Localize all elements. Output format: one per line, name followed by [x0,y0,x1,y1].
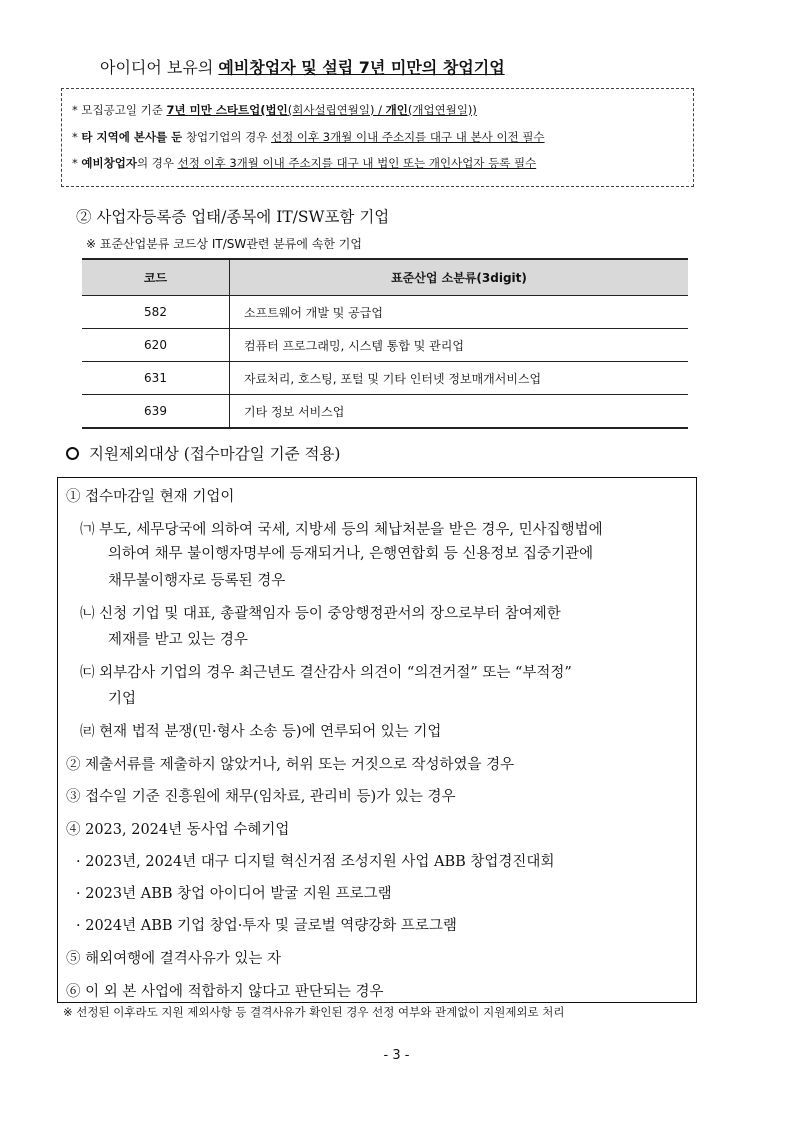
criteria-item: ④ 2023, 2024년 동사업 수혜기업 [66,822,290,838]
category-cell: 소프트웨어 개발 및 공급업 [230,296,689,329]
criteria-subitem: ㈀ 부도, 세무당국에 의하여 국세, 지방세 등의 체납처분을 받은 경우, 민사집행법에 [80,522,603,538]
criteria-item: ⑤ 해외여행에 결격사유가 있는 자 [66,951,282,967]
criteria-item: ② 제출서류를 제출하지 않았거나, 허위 또는 거짓으로 작성하였을 경우 [66,757,515,773]
criteria-item: ③ 접수일 기준 진흥원에 채무(임차료, 관리비 등)가 있는 경우 [66,789,456,805]
criteria-bullet: · 2023년 ABB 창업 아이디어 발굴 지원 프로그램 [76,886,392,902]
criteria-item: ① 접수마감일 현재 기업이 [66,489,235,505]
exclusion-title: 지원제외대상 (접수마감일 기준 적용) [89,445,341,463]
criteria-bullet: · 2024년 ABB 기업 창업·투자 및 글로벌 역량강화 프로그램 [76,918,457,934]
table-row [82,395,688,429]
criteria-bullet: · 2023년, 2024년 대구 디지털 혁신거점 조성지원 사업 ABB 창업경진대회 [76,854,555,870]
section-reference-note: ※ 표준산업분류 코드상 IT/SW관련 분류에 속한 기업 [86,237,362,251]
category-cell: 컴퓨터 프로그래밍, 시스템 통합 및 관리업 [230,329,689,362]
note-startup-age: * 모집공고일 기준 7년 미만 스타트업(법인(회사설립연월일) / 개인(개업연월일)) [72,103,477,117]
page-number: - 3 - [383,1048,410,1063]
criteria-subitem-cont: 제재를 받고 있는 경우 [108,632,248,648]
column-header-code: 코드 [82,259,230,296]
criteria-subitem-cont: 기업 [108,691,137,707]
table-header-row [82,259,688,296]
hollow-circle-icon [66,447,79,460]
exclusion-criteria-box [57,477,697,1003]
code-cell: 582 [82,296,230,329]
industry-code-table [82,258,688,429]
intro-emphasis: 예비창업자 및 설립 7년 미만의 창업기업 [218,58,505,77]
column-header-category: 표준산업 소분류(3digit) [230,259,689,296]
criteria-subitem: ㈁ 신청 기업 및 대표, 총괄책임자 등이 중앙행정관서의 장으로부터 참여제한 [80,606,561,622]
intro-prefix: 아이디어 보유의 [100,58,219,77]
criteria-subitem-cont: 채무불이행자로 등록된 경우 [108,573,286,589]
table-row [82,362,688,395]
note-prestartup: * 예비창업자의 경우 선정 이후 3개월 이내 주소지를 대구 내 법인 또는 개인사업자 등록 필수 [72,156,537,170]
category-cell: 자료처리, 호스팅, 포털 및 기타 인터넷 정보매개서비스업 [230,362,689,395]
category-cell: 기타 정보 서비스업 [230,395,689,429]
note-relocation: * 타 지역에 본사를 둔 창업기업의 경우 선정 이후 3개월 이내 주소지를 대구 내 본사 이전 필수 [72,130,545,144]
eligibility-notes-box [61,88,694,187]
criteria-subitem: ㈃ 현재 법적 분쟁(민·형사 소송 등)에 연루되어 있는 기업 [80,724,442,740]
code-cell: 620 [82,329,230,362]
criteria-subitem-cont: 의하여 채무 불이행자명부에 등재되거나, 은행연합회 등 신용정보 집중기관에 [108,546,594,562]
code-cell: 631 [82,362,230,395]
table-row [82,329,688,362]
section-title: ② 사업자등록증 업태/종목에 IT/SW포함 기업 [76,208,390,226]
table-row [82,296,688,329]
code-cell: 639 [82,395,230,429]
exclusion-footnote: ※ 선정된 이후라도 지원 제외사항 등 결격사유가 확인된 경우 선정 여부와 관계없이 지원제외로 처리 [63,1005,565,1019]
criteria-subitem: ㈂ 외부감사 기업의 경우 최근년도 결산감사 의견이 “의견거절” 또는 “부적정” [80,665,572,681]
exclusion-heading [66,442,340,464]
eligibility-intro [100,55,505,78]
criteria-item: ⑥ 이 외 본 사업에 적합하지 않다고 판단되는 경우 [66,984,384,1000]
